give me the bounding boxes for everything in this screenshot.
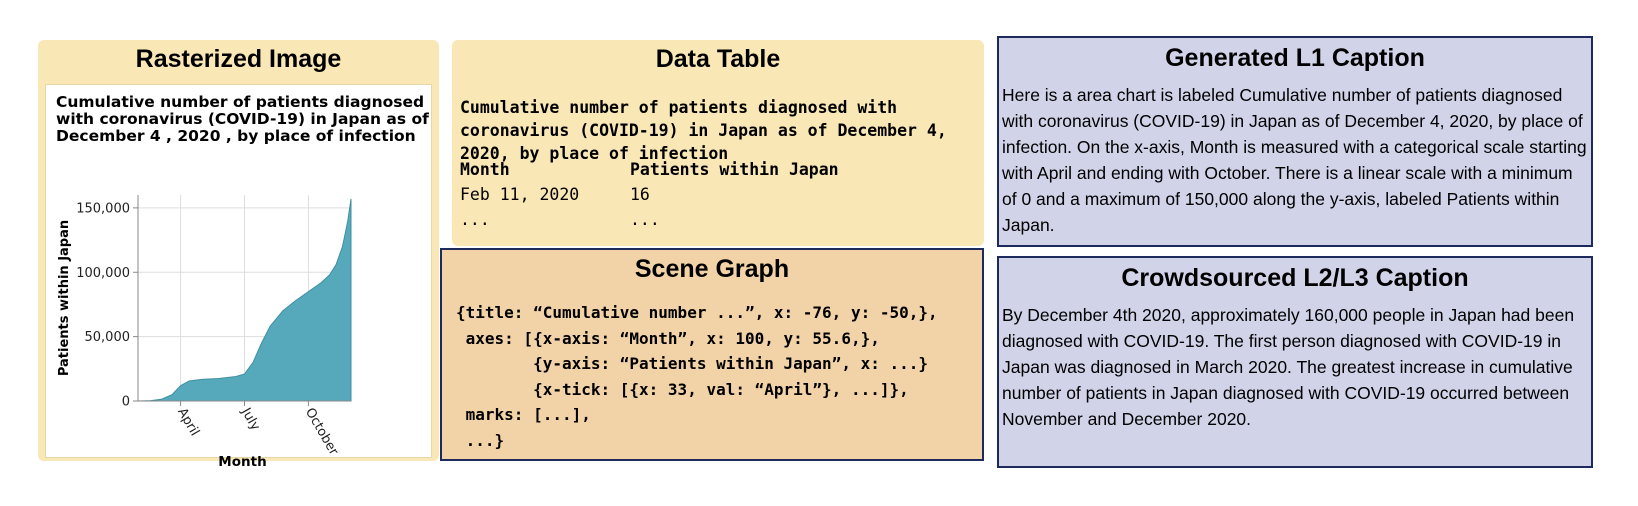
x-tick-label: October [301, 405, 341, 459]
x-tick-label: April [174, 405, 202, 439]
column-header-month: Month [460, 160, 510, 179]
table-caption: Cumulative number of patients diagnosed with coronavirus (COVID-19) in Japan as of December 4, 2020, by place of infection [460, 98, 947, 163]
x-tick-label: July [238, 405, 263, 434]
y-tick-label: 0 [121, 394, 130, 410]
table-cell: ... [630, 210, 660, 229]
y-axis-label: Patients within Japan [57, 219, 72, 377]
data-table-panel [452, 40, 984, 246]
chart-frame [45, 84, 432, 470]
scene-graph-code: {title: “Cumulative number ...”, x: -76, y: -50,}, axes: [{x-axis: “Month”, x: 100, y: 55.6,}, {y-axis: “Patients within Japan”, x: ...} {x-tick: [{x: 33, val: “April”}, ...]}, marks: [...], ...} [456, 303, 938, 450]
y-tick-label: 100,000 [76, 265, 130, 281]
rasterized-image-panel [38, 40, 439, 470]
scene-graph-title: Scene Graph [634, 255, 790, 283]
scene-graph-panel [440, 248, 984, 461]
data-table-title: Data Table [655, 45, 781, 73]
table-cell: Feb 11, 2020 [460, 185, 580, 204]
chart-title-line: Cumulative number of patients diagnosed [56, 93, 425, 111]
table-cell: ... [460, 210, 490, 229]
table-cell: 16 [630, 185, 650, 204]
l2-l3-caption-text: By December 4th 2020, approximately 160,000 people in Japan had been diagnosed with COVID-19. The first person diagnosed with COVID-19 in Japan was diagnosed in March 2020. The greatest increase in cumulative number of patients in Japan diagnosed with COVID-19 occurred between November and December 2020. [1002, 305, 1575, 429]
l2-l3-caption-title: Crowdsourced L2/L3 Caption [1121, 264, 1469, 292]
column-header-patients: Patients within Japan [630, 160, 839, 179]
chart-title-line: December 4 , 2020 , by place of infection [56, 127, 416, 145]
rasterized-image-title: Rasterized Image [135, 45, 342, 73]
l1-caption-title: Generated L1 Caption [1165, 44, 1425, 72]
chart-title-line: with coronavirus (COVID-19) in Japan as of [56, 110, 429, 128]
y-tick-label: 50,000 [84, 330, 130, 346]
l2-l3-caption-panel [997, 256, 1593, 468]
l1-caption-panel [997, 36, 1593, 247]
l1-caption-text: Here is a area chart is labeled Cumulative number of patients diagnosed with coronavirus (COVID-19) in Japan as of December 4, 2020, by place of infection. On the x-axis, Month is measured with a categorical scale starting with April and ending with October. There is a linear scale with a minimum of 0 and a maximum of 150,000 along the y-axis, labeled Patients within Japan. [1002, 85, 1587, 235]
y-tick-label: 150,000 [76, 201, 130, 217]
x-axis-label: Month [218, 454, 267, 470]
area-chart [46, 85, 431, 470]
